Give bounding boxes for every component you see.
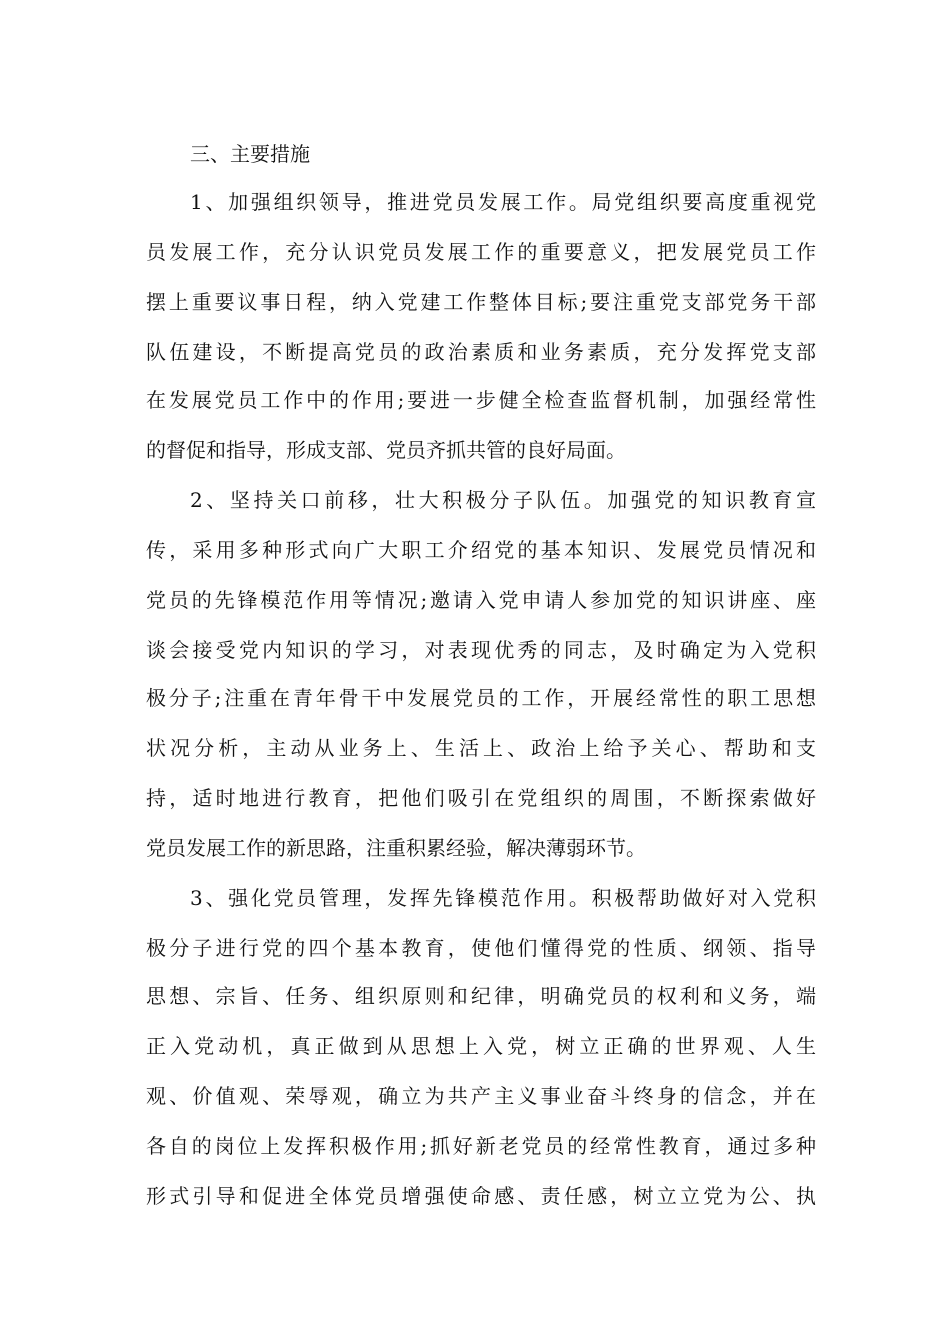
paragraph-2-line-3: 党员的先锋模范作用等情况;邀请入党申请人参加党的知识讲座、座 — [146, 588, 816, 612]
paragraph-1-line-1: 1、加强组织领导，推进党员发展工作。局党组织要高度重视党 — [190, 190, 816, 214]
paragraph-1-line-2: 员发展工作，充分认识党员发展工作的重要意义，把发展党员工作 — [146, 240, 816, 264]
paragraph-3-line-4: 正入党动机，真正做到从思想上入党，树立正确的世界观、人生 — [146, 1034, 816, 1058]
paragraph-2-line-8: 党员发展工作的新思路，注重积累经验，解决薄弱环节。 — [146, 836, 646, 860]
paragraph-2-line-6: 状况分析，主动从业务上、生活上、政治上给予关心、帮助和支 — [146, 736, 816, 760]
paragraph-3-line-3: 思想、宗旨、任务、组织原则和纪律，明确党员的权利和义务，端 — [146, 984, 816, 1008]
paragraph-3-line-2: 极分子进行党的四个基本教育，使他们懂得党的性质、纲领、指导 — [146, 936, 816, 960]
paragraph-1-line-6: 的督促和指导，形成支部、党员齐抓共管的良好局面。 — [146, 438, 626, 462]
paragraph-3-line-6: 各自的岗位上发挥积极作用;抓好新老党员的经常性教育，通过多种 — [146, 1134, 816, 1158]
paragraph-3-line-1: 3、强化党员管理，发挥先锋模范作用。积极帮助做好对入党积 — [190, 886, 816, 910]
paragraph-2-line-1: 2、坚持关口前移，壮大积极分子队伍。加强党的知识教育宣 — [190, 488, 816, 512]
paragraph-2-line-7: 持，适时地进行教育，把他们吸引在党组织的周围，不断探索做好 — [146, 786, 816, 810]
paragraph-3-line-5: 观、价值观、荣辱观，确立为共产主义事业奋斗终身的信念，并在 — [146, 1084, 816, 1108]
section-heading: 三、主要措施 — [190, 142, 310, 166]
paragraph-1-line-4: 队伍建设，不断提高党员的政治素质和业务素质，充分发挥党支部 — [146, 340, 816, 364]
paragraph-1-line-3: 摆上重要议事日程，纳入党建工作整体目标;要注重党支部党务干部 — [146, 290, 816, 314]
paragraph-2-line-5: 极分子;注重在青年骨干中发展党员的工作，开展经常性的职工思想 — [146, 686, 816, 710]
paragraph-1-line-5: 在发展党员工作中的作用;要进一步健全检查监督机制，加强经常性 — [146, 388, 816, 412]
paragraph-2-line-4: 谈会接受党内知识的学习，对表现优秀的同志，及时确定为入党积 — [146, 638, 816, 662]
paragraph-3-line-7: 形式引导和促进全体党员增强使命感、责任感，树立立党为公、执 — [146, 1184, 816, 1208]
paragraph-2-line-2: 传，采用多种形式向广大职工介绍党的基本知识、发展党员情况和 — [146, 538, 816, 562]
